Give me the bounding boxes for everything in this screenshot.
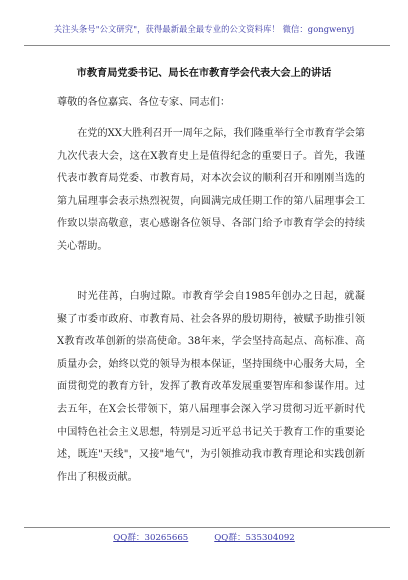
qq-group-link-2[interactable]: QQ群：535304092 bbox=[214, 533, 295, 543]
header-divider bbox=[24, 45, 390, 46]
footer-contacts bbox=[0, 532, 408, 544]
paragraph-2: 时光荏苒，白驹过隙。市教育学会自1985年创办之日起，就凝聚了市委市政府、市教育局、社会各界的殷切期待，被赋予助推引领X教育改革创新的崇高使命。38年来，学会坚持高起点、高标准、高质量办会，始终以党的领导为根本保证，坚持围绕中心服务大局，全面贯彻党的教育方针，发挥了教育改革发展重要智库和参谋作用。过去五年，在X会长带领下，第八届理事会深入学习贯彻习近平新时代中国特色社会主义思想，特别是习近平总书记关于教育工作的重要论述，既连"天线"，又接"地气"，为引领推动我市教育理论和实践创新作出了积极贡献。 bbox=[57, 291, 365, 483]
footer-divider bbox=[24, 527, 390, 528]
paragraph-1: 在党的XX大胜利召开一周年之际，我们隆重举行全市教育学会第九次代表大会，这在X教育史上是值得纪念的重要日子。首先，我谨代表市教育局党委、市教育局，对本次会议的顺利召开和刚刚当选的第九届理事会表示热烈祝贺，向圆满完成任期工作的第八届理事会工作致以崇高敬意，衷心感谢各位领导、各部门给予市教育学会的持续关心帮助。 bbox=[57, 128, 365, 252]
document-title: 市教育局党委书记、局长在市教育学会代表大会上的讲话 bbox=[76, 67, 332, 79]
header-banner: 关注头条号"公文研究"，获得最新最全最专业的公文资料库！ 微信：gongwenyj bbox=[53, 24, 355, 34]
qq-group-link-1[interactable]: QQ群：30265665 bbox=[113, 533, 189, 543]
salutation: 尊敬的各位嘉宾、各位专家、同志们： bbox=[57, 97, 231, 108]
